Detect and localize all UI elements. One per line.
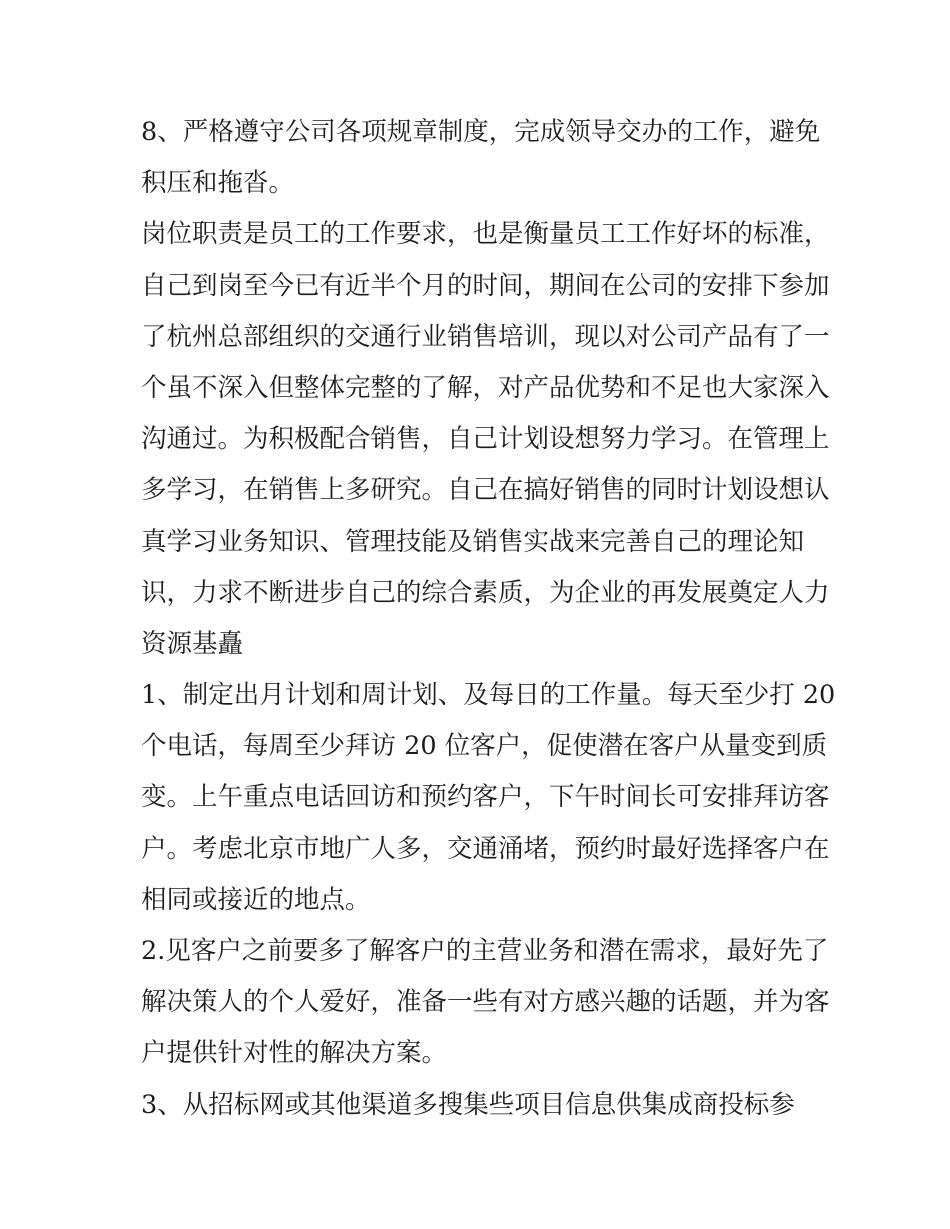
text-line: 解决策人的个人爱好，准备一些有对方感兴趣的话题，并为客 (141, 987, 830, 1018)
text-line: 户提供针对性的解决方案。 (141, 1038, 448, 1069)
text-line: 1、制定出月计划和周计划、及每日的工作量。每天至少打 20 (141, 680, 836, 711)
text-line: 资源基矗 (141, 628, 244, 659)
text-line: 岗位职责是员工的工作要求，也是衡量员工工作好坏的标准， (141, 219, 830, 250)
text-line: 积压和拖沓。 (141, 168, 295, 199)
text-line: 户。考虑北京市地广人多，交通涌堵，预约时最好选择客户在 (141, 833, 830, 864)
text-line: 变。上午重点电话回访和预约客户，下午时间长可安排拜访客 (141, 782, 830, 813)
text-line: 识，力求不断进步自己的综合素质，为企业的再发展奠定人力 (141, 577, 830, 608)
text-line: 3、从招标网或其他渠道多搜集些项目信息供集成商投标参 (141, 1089, 795, 1120)
text-line: 自己到岗至今已有近半个月的时间，期间在公司的安排下参加 (141, 270, 830, 301)
text-line: 2.见客户之前要多了解客户的主营业务和潜在需求，最好先了 (141, 936, 829, 966)
text-line: 个虽不深入但整体完整的了解，对产品优势和不足也大家深入 (141, 372, 830, 403)
text-line: 沟通过。为积极配合销售，自己计划设想努力学习。在管理上 (141, 424, 830, 455)
document-body (141, 107, 836, 1131)
text-line: 多学习，在销售上多研究。自己在搞好销售的同时计划设想认 (141, 475, 830, 506)
text-line: 个电话，每周至少拜访 20 位客户，促使潜在客户从量变到质 (141, 731, 828, 762)
text-line: 相同或接近的地点。 (141, 884, 371, 915)
text-line: 8、严格遵守公司各项规章制度，完成领导交办的工作，避免 (141, 117, 821, 147)
text-line: 了杭州总部组织的交通行业销售培训，现以对公司产品有了一 (141, 321, 830, 352)
text-line: 真学习业务知识、管理技能及销售实战来完善自己的理论知 (141, 526, 805, 557)
